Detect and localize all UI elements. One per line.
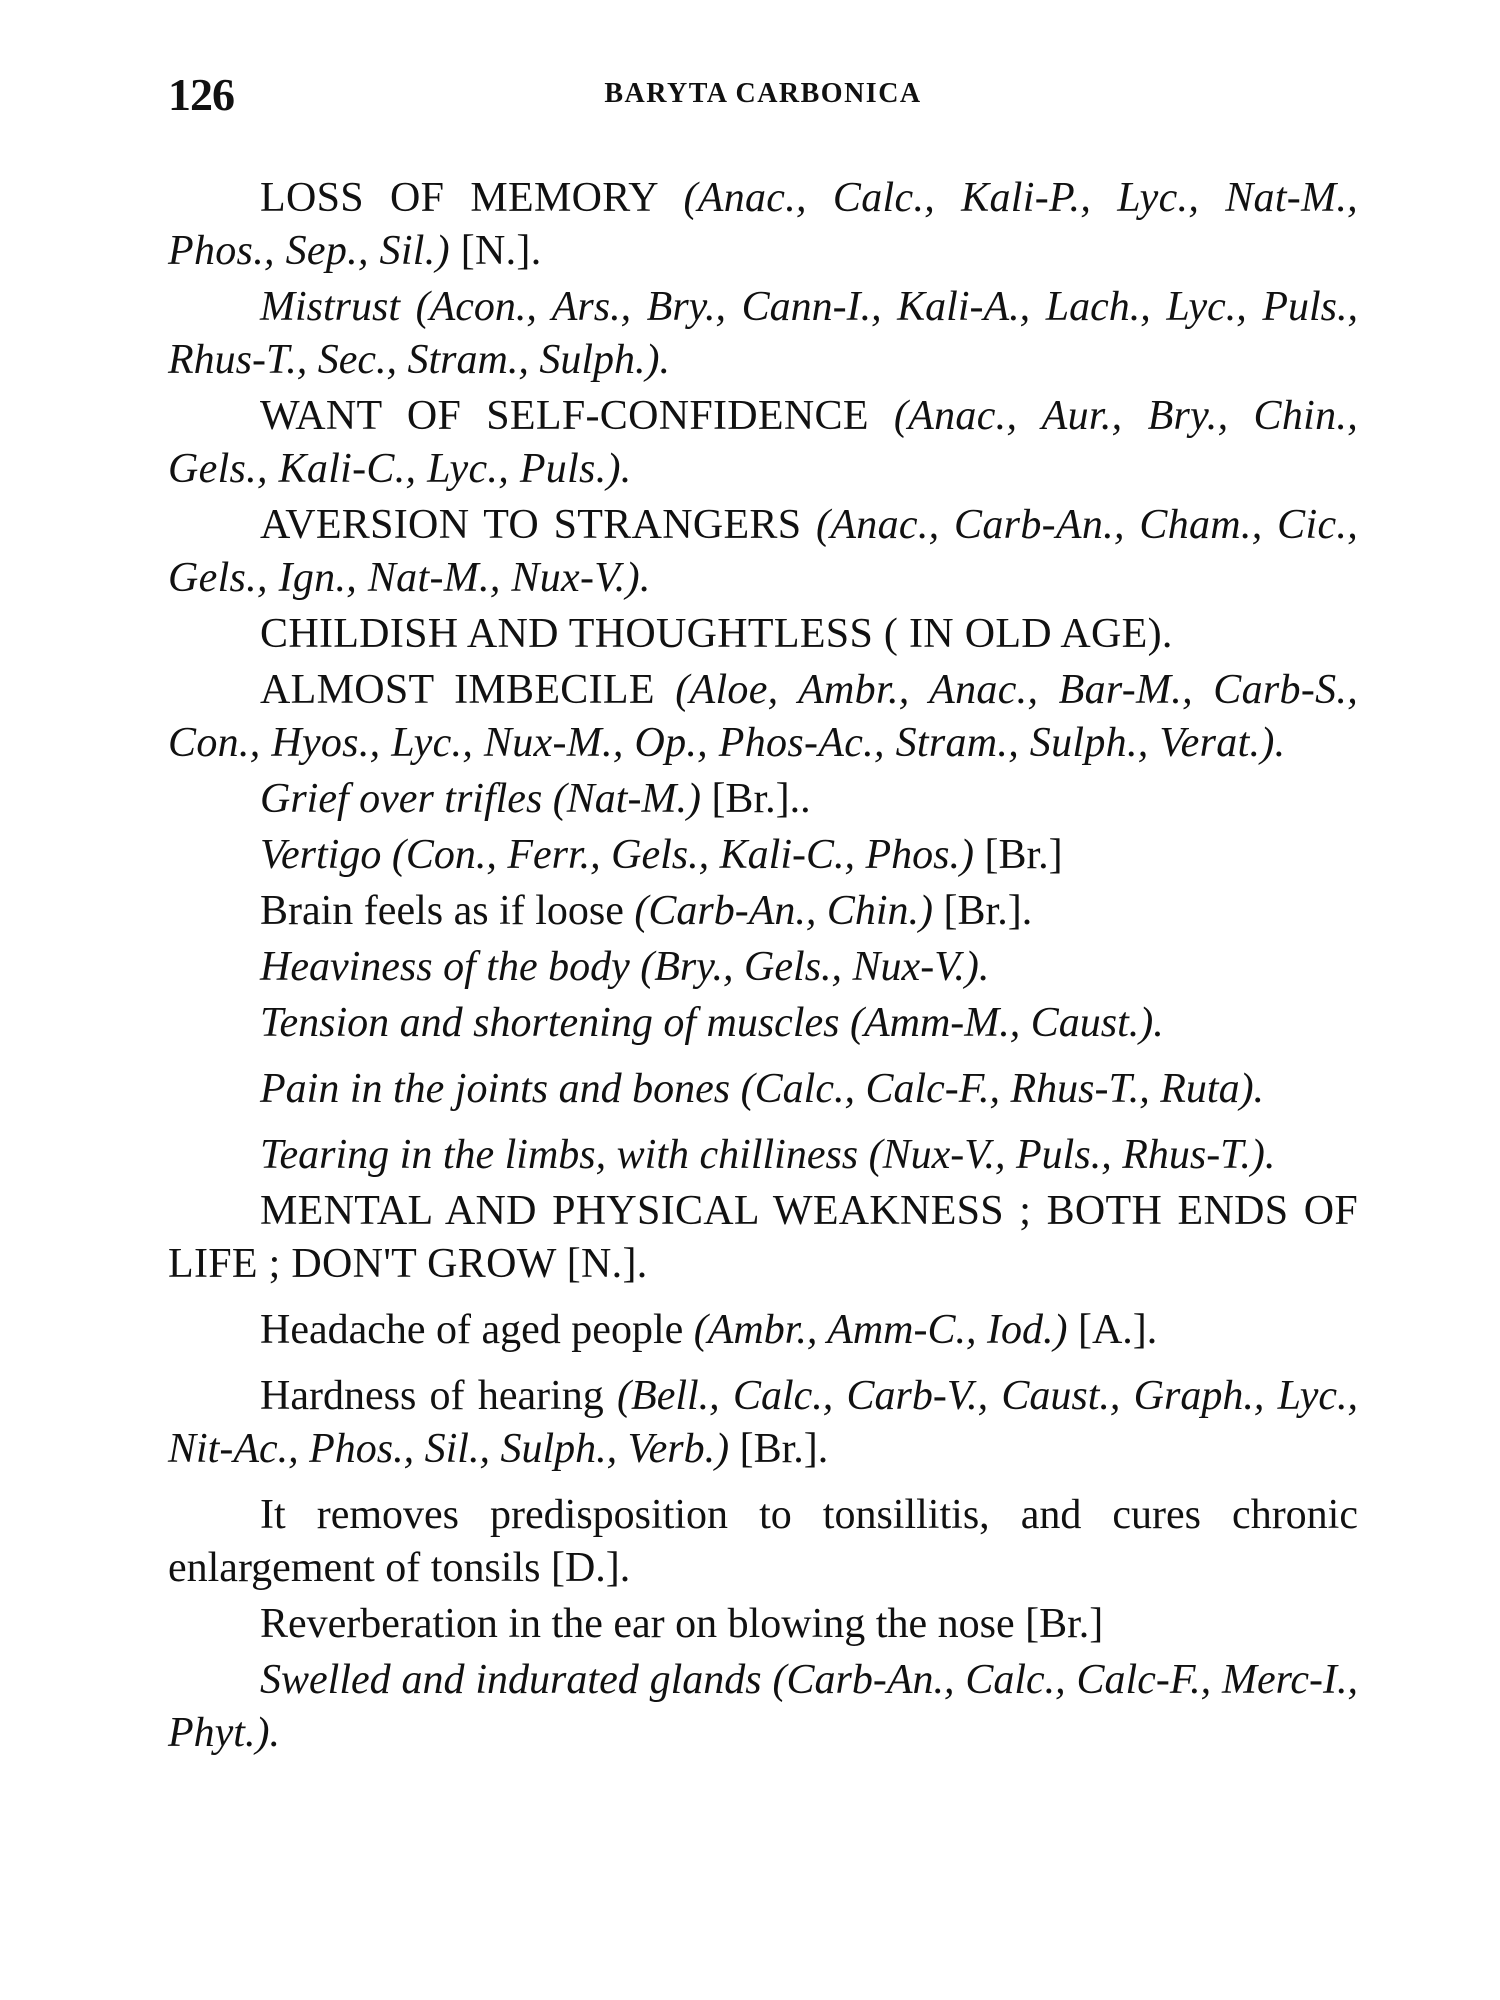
remedy-list: (Amm-M., Caust.). [849, 1000, 1164, 1046]
remedy-list: (Carb-An., Calc., Calc-F., Merc-I., Phyt.). [168, 1657, 1358, 1756]
reference: [N.]. [460, 228, 542, 274]
remedy-list: (Nux-V., Puls., Rhus-T.). [868, 1132, 1276, 1178]
entry-reverberation-in-ear [168, 1598, 1358, 1651]
remedy-list: (Acon., Ars., Bry., Cann-I., Kali-A., Lach., Lyc., Puls., Rhus-T., Sec., Stram., Sulph.). [168, 284, 1358, 383]
remedy-list: (Anac., Aur., Bry., Chin., Gels., Kali-C., Lyc., Puls.). [168, 393, 1358, 492]
entry-lead: Headache of aged people [260, 1307, 684, 1353]
entry-childish-and-thoughtless [168, 608, 1358, 661]
entry-vertigo [168, 829, 1358, 882]
entry-lead: Heaviness of the body [260, 944, 630, 990]
entry-lead: Swelled and indurated glands [260, 1657, 762, 1703]
entry-mistrust [168, 281, 1358, 387]
remedy-list: (Calc., Calc-F., Rhus-T., Ruta). [740, 1066, 1265, 1112]
entry-lead: Tearing in the limbs, with chilliness [260, 1132, 859, 1178]
entry-lead: LOSS OF MEMORY [260, 175, 658, 221]
remedy-list: (Bell., Calc., Carb-V., Caust., Graph., Lyc., Nit-Ac., Phos., Sil., Sulph., Verb.) [168, 1373, 1359, 1472]
entry-loss-of-memory [168, 172, 1358, 278]
entry-lead: Pain in the joints and bones [260, 1066, 731, 1112]
remedy-list: (Carb-An., Chin.) [634, 888, 934, 934]
entry-tonsillitis [168, 1489, 1358, 1595]
remedy-list: (Nat-M.) [552, 776, 701, 822]
remedy-list: (Anac., Calc., Kali-P., Lyc., Nat-M., Phos., Sep., Sil.) [168, 175, 1358, 274]
entry-lead: WANT OF SELF-CONFIDENCE [260, 393, 869, 439]
remedy-list: (Ambr., Amm-C., Iod.) [693, 1307, 1068, 1353]
entry-pain-in-joints [168, 1063, 1358, 1116]
entry-hardness-of-hearing [168, 1370, 1358, 1476]
entry-lead: Reverberation in the ear on blowing the nose [260, 1601, 1015, 1647]
remedy-list: (Bry., Gels., Nux-V.). [640, 944, 990, 990]
entry-lead: AVERSION TO STRANGERS [260, 502, 802, 548]
reference: [Br.]. [943, 888, 1033, 934]
entry-lead: Tension and shortening of muscles [260, 1000, 840, 1046]
page-number: 126 [168, 69, 234, 120]
entry-almost-imbecile [168, 664, 1358, 770]
entry-lead: Vertigo [260, 832, 382, 878]
running-title: BARYTA CARBONICA [604, 78, 922, 109]
entry-lead: It removes predisposition to tonsillitis, and cures chronic enlargement of tonsils [168, 1492, 1358, 1591]
entry-lead: Mistrust [260, 284, 401, 330]
remedy-list: (Con., Ferr., Gels., Kali-C., Phos.) [391, 832, 974, 878]
entry-lead: Hardness of hearing [260, 1373, 604, 1419]
page-header [168, 68, 1358, 128]
reference: [D.]. [550, 1545, 631, 1591]
entry-want-of-self-confidence [168, 390, 1358, 496]
remedy-list: (Anac., Carb-An., Cham., Cic., Gels., Ign., Nat-M., Nux-V.). [168, 502, 1358, 601]
entry-aversion-to-strangers [168, 499, 1358, 605]
reference: [Br.] [984, 832, 1063, 878]
entry-headache-aged [168, 1304, 1358, 1357]
entry-tension-of-muscles [168, 997, 1358, 1050]
entry-tearing-in-limbs [168, 1129, 1358, 1182]
entry-heaviness-of-body [168, 941, 1358, 994]
reference: [A.]. [1077, 1307, 1158, 1353]
reference: [N.]. [566, 1241, 648, 1287]
reference: [Br.]. [739, 1426, 829, 1472]
entry-brain-loose [168, 885, 1358, 938]
entry-lead: MENTAL AND PHYSICAL WEAKNESS ; BOTH ENDS OF LIFE ; DON'T GROW [168, 1188, 1358, 1287]
entry-mental-physical-weakness [168, 1185, 1358, 1291]
entry-lead: Brain feels as if loose [260, 888, 624, 934]
entry-grief-over-trifles [168, 773, 1358, 826]
page-body [168, 172, 1358, 1763]
entry-lead: CHILDISH AND THOUGHTLESS ( IN OLD AGE). [260, 611, 1173, 657]
reference: [Br.] [1025, 1601, 1104, 1647]
entry-lead: Grief over trifles [260, 776, 543, 822]
remedy-list: (Aloe, Ambr., Anac., Bar-M., Carb-S., Con., Hyos., Lyc., Nux-M., Op., Phos-Ac., Stram., Sulph., Verat.). [168, 667, 1358, 766]
entry-swelled-glands [168, 1654, 1358, 1760]
reference: [Br.].. [711, 776, 811, 822]
entry-lead: ALMOST IMBECILE [260, 667, 655, 713]
